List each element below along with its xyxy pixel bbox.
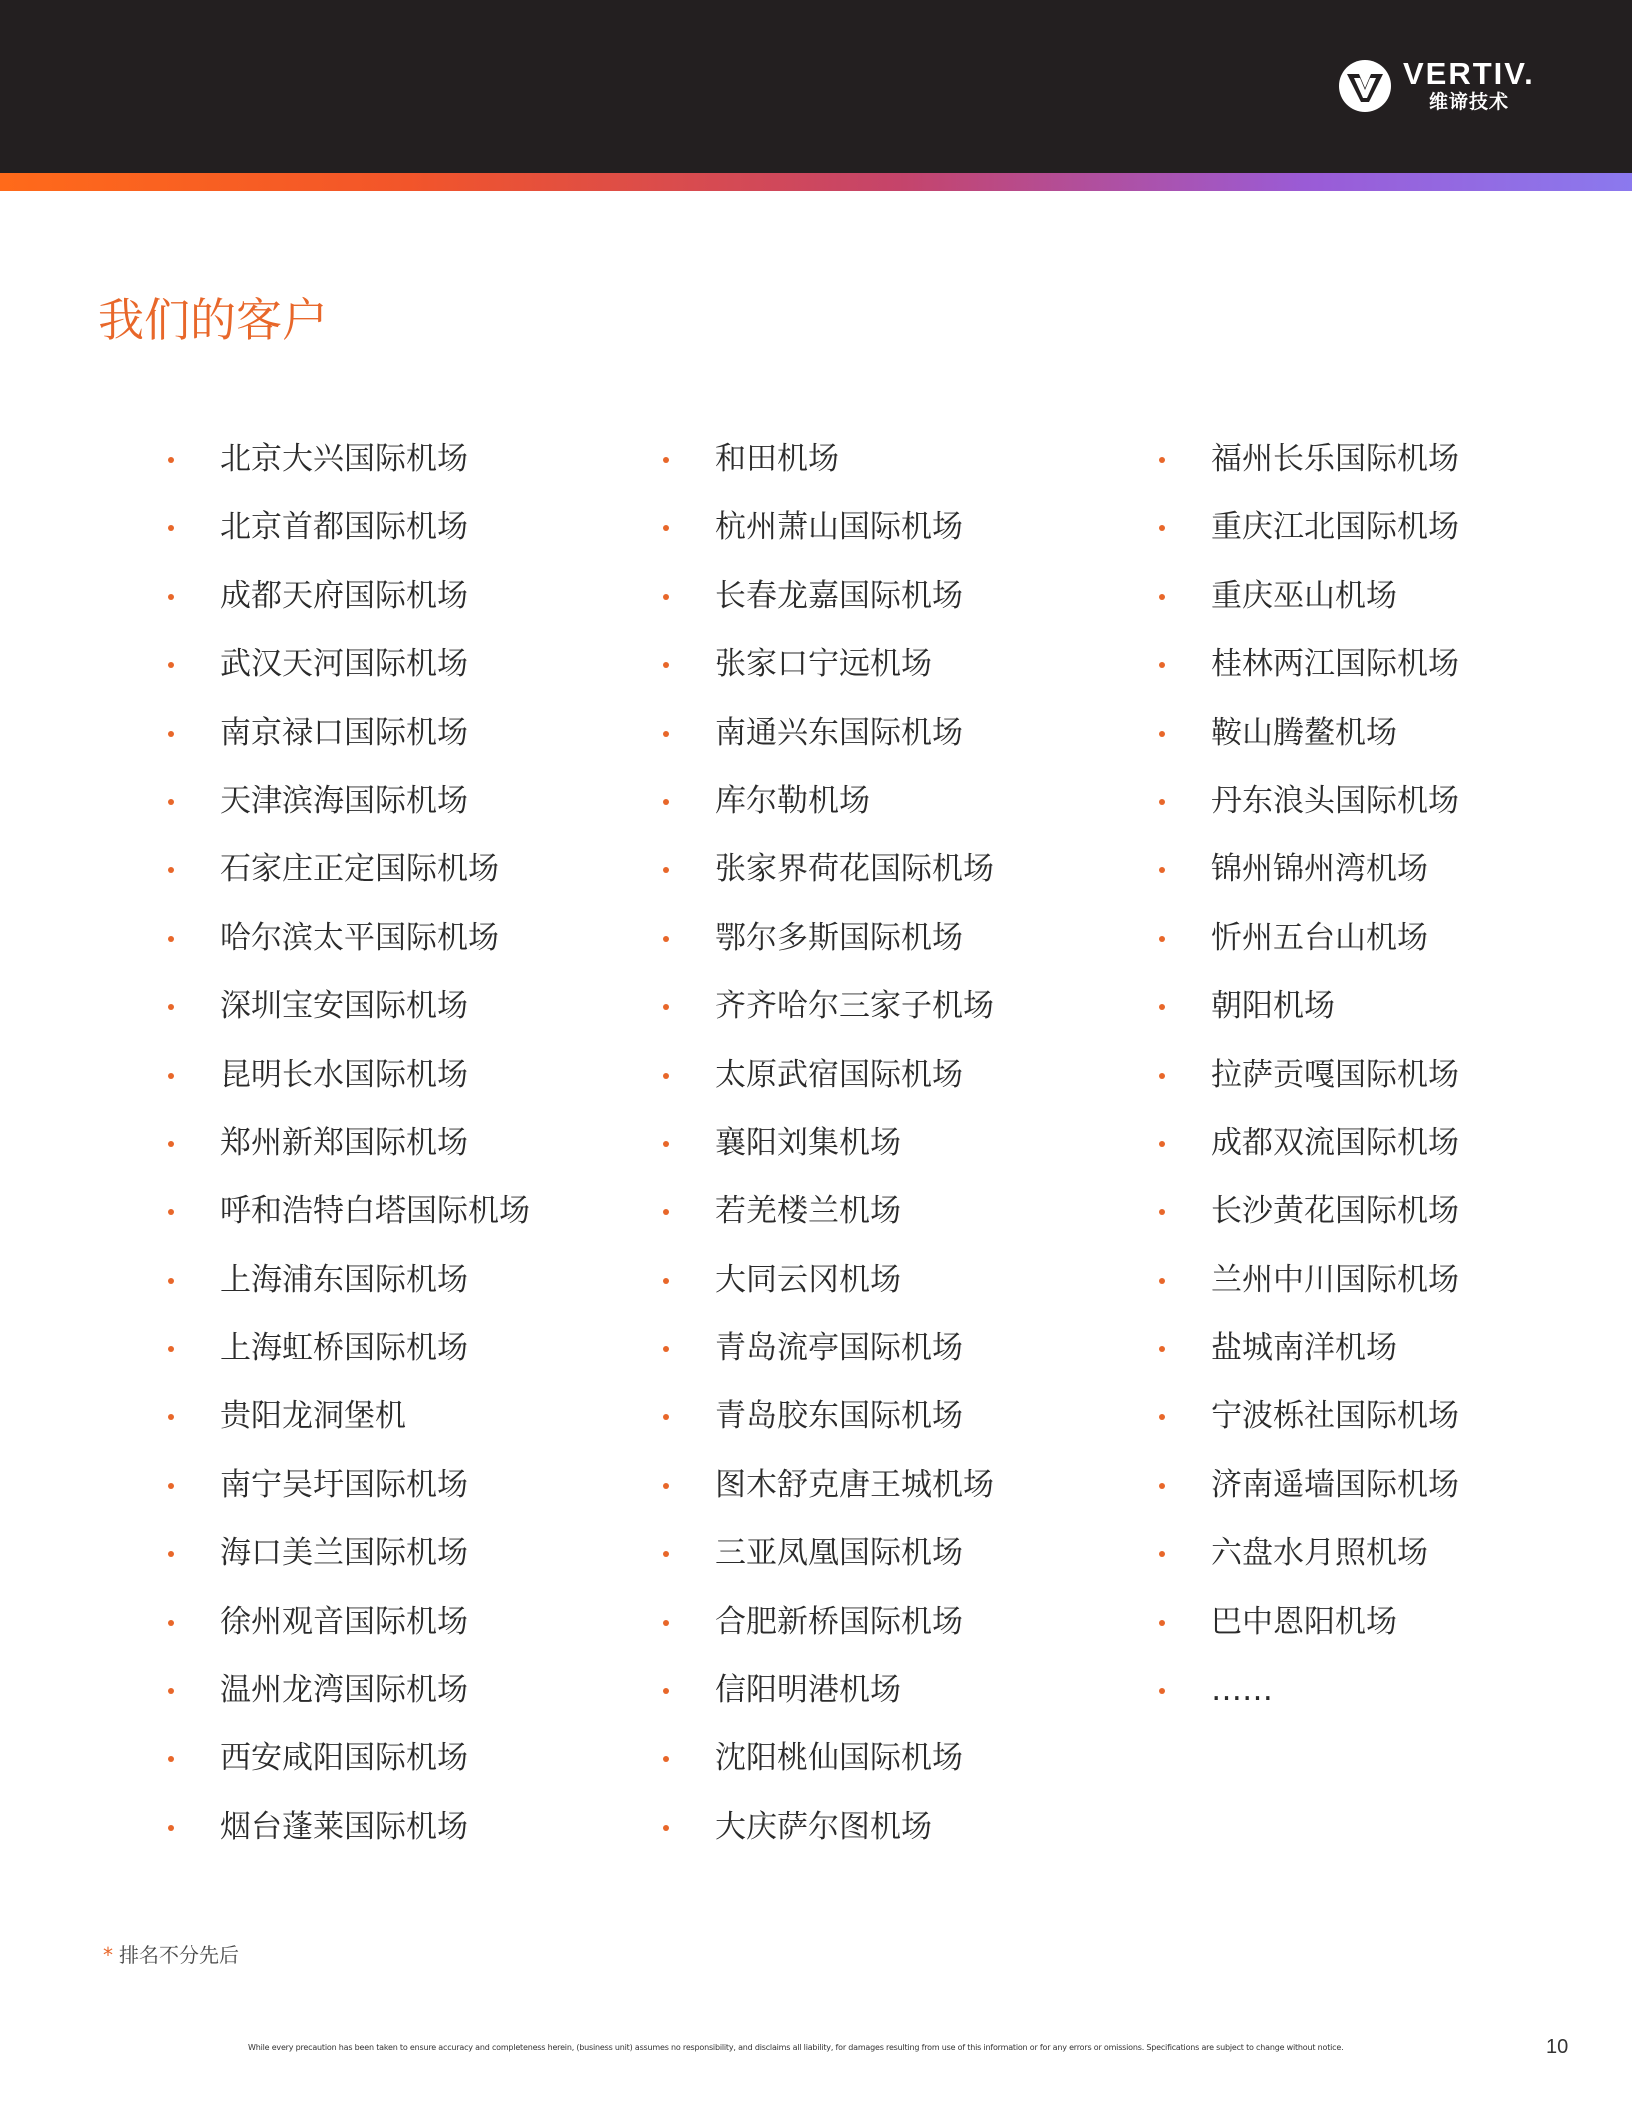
bullet-icon	[168, 1620, 174, 1626]
bullet-icon	[168, 662, 174, 668]
airport-name: 桂林两江国际机场	[1211, 646, 1459, 683]
bullet-icon	[663, 1209, 669, 1215]
bullet-icon	[1159, 799, 1165, 805]
airport-name: 长沙黄花国际机场	[1211, 1193, 1459, 1230]
airport-name: 张家界荷花国际机场	[715, 851, 994, 888]
list-item	[1159, 501, 1459, 569]
page-title: 我们的客户	[98, 293, 328, 347]
bullet-icon	[168, 867, 174, 873]
list-item	[663, 1664, 994, 1732]
airport-name: 济南遥墙国际机场	[1211, 1466, 1459, 1503]
airport-name: 太原武宿国际机场	[715, 1056, 963, 1093]
bullet-icon	[168, 1483, 174, 1489]
bullet-icon	[168, 1209, 174, 1215]
list-item	[663, 1596, 994, 1664]
airport-name: 鄂尔多斯国际机场	[715, 919, 963, 956]
airport-name: 石家庄正定国际机场	[220, 851, 499, 888]
bullet-icon	[663, 1278, 669, 1284]
list-item	[663, 1117, 994, 1185]
airport-name: 三亚凤凰国际机场	[715, 1535, 963, 1572]
airport-name: 上海虹桥国际机场	[220, 1330, 468, 1367]
list-item	[168, 1732, 530, 1800]
list-item	[1159, 433, 1459, 501]
list-item	[663, 707, 994, 775]
list-item	[168, 433, 530, 501]
bullet-icon	[168, 1414, 174, 1420]
airport-name: 南通兴东国际机场	[715, 714, 963, 751]
airport-name: 成都双流国际机场	[1211, 1124, 1459, 1161]
bullet-icon	[663, 867, 669, 873]
list-item	[168, 707, 530, 775]
list-item	[168, 1254, 530, 1322]
airport-name: 大庆萨尔图机场	[715, 1808, 932, 1845]
bullet-icon	[168, 1141, 174, 1147]
bullet-icon	[663, 1483, 669, 1489]
bullet-icon	[1159, 867, 1165, 873]
bullet-icon	[1159, 1346, 1165, 1352]
list-item	[1159, 707, 1459, 775]
vertiv-logo	[1337, 56, 1557, 120]
list-item	[168, 775, 530, 843]
list-item	[1159, 1049, 1459, 1117]
bullet-icon	[168, 1756, 174, 1762]
list-item	[168, 1527, 530, 1595]
airport-name: 天津滨海国际机场	[220, 782, 468, 819]
bullet-icon	[168, 936, 174, 942]
airport-name: 大同云冈机场	[715, 1261, 901, 1298]
airport-name: 沈阳桃仙国际机场	[715, 1740, 963, 1777]
logo-subtitle: 维谛技术	[1429, 91, 1510, 113]
bullet-icon	[1159, 1688, 1165, 1694]
bullet-icon	[663, 457, 669, 463]
bullet-icon	[168, 1346, 174, 1352]
list-item	[1159, 843, 1459, 911]
bullet-icon	[168, 525, 174, 531]
bullet-icon	[663, 1004, 669, 1010]
list-item	[168, 1049, 530, 1117]
bullet-icon	[663, 1825, 669, 1831]
list-item	[663, 638, 994, 706]
footnote-asterisk: *	[103, 1943, 113, 1967]
airport-name: 徐州观音国际机场	[220, 1603, 468, 1640]
list-item	[1159, 912, 1459, 980]
list-item	[663, 1527, 994, 1595]
bullet-icon	[168, 1278, 174, 1284]
list-item	[663, 1459, 994, 1527]
customer-list-column-3	[1159, 433, 1459, 1732]
list-item	[663, 570, 994, 638]
bullet-icon	[1159, 525, 1165, 531]
bullet-icon	[1159, 1414, 1165, 1420]
footnote-text: 排名不分先后	[119, 1943, 239, 1967]
airport-name: 福州长乐国际机场	[1211, 441, 1459, 477]
bullet-icon	[1159, 662, 1165, 668]
list-item	[1159, 1596, 1459, 1664]
airport-name: 呼和浩特白塔国际机场	[220, 1193, 530, 1230]
logo-wordmark: VERTIV.	[1403, 56, 1535, 91]
page-number: 10	[1546, 2036, 1569, 2058]
bullet-icon	[1159, 1004, 1165, 1010]
airport-name: 烟台蓬莱国际机场	[220, 1808, 468, 1845]
airport-name: 盐城南洋机场	[1211, 1330, 1397, 1367]
list-item	[1159, 1390, 1459, 1458]
bullet-icon	[663, 1414, 669, 1420]
airport-name: 南京禄口国际机场	[220, 714, 468, 751]
list-item	[168, 1596, 530, 1664]
list-item	[168, 1459, 530, 1527]
airport-name: 兰州中川国际机场	[1211, 1261, 1459, 1298]
bullet-icon	[168, 457, 174, 463]
list-item	[663, 1801, 994, 1869]
airport-name: 海口美兰国际机场	[220, 1535, 468, 1572]
bullet-icon	[663, 1141, 669, 1147]
airport-name: 宁波栎社国际机场	[1211, 1398, 1459, 1435]
airport-name: 拉萨贡嘎国际机场	[1211, 1056, 1459, 1093]
bullet-icon	[168, 1073, 174, 1079]
list-item	[663, 912, 994, 980]
airport-name: 忻州五台山机场	[1211, 919, 1428, 956]
airport-name: 合肥新桥国际机场	[715, 1603, 963, 1640]
airport-name: 和田机场	[715, 441, 839, 477]
list-item	[168, 501, 530, 569]
bullet-icon	[1159, 936, 1165, 942]
bullet-icon	[168, 1688, 174, 1694]
list-item	[663, 775, 994, 843]
bullet-icon	[1159, 594, 1165, 600]
airport-name: 哈尔滨太平国际机场	[220, 919, 499, 956]
legal-disclaimer: While every precaution has been taken to ensure accuracy and completeness herein, (business unit) assumes no responsibility, and disclaims all liability, for damages resulting from use of this information or for any errors or omissions. Specifications are subject to change without notice.	[248, 2043, 1344, 2052]
list-item	[663, 980, 994, 1048]
bullet-icon	[1159, 1483, 1165, 1489]
list-item	[663, 1322, 994, 1390]
list-item	[1159, 1459, 1459, 1527]
bullet-icon	[663, 1551, 669, 1557]
bullet-icon	[1159, 1073, 1165, 1079]
bullet-icon	[663, 662, 669, 668]
airport-name: 库尔勒机场	[715, 782, 870, 819]
airport-name: 西安咸阳国际机场	[220, 1740, 468, 1777]
airport-name: 张家口宁远机场	[715, 646, 932, 683]
bullet-icon	[168, 594, 174, 600]
airport-name: 图木舒克唐王城机场	[715, 1466, 994, 1503]
list-item	[1159, 1185, 1459, 1253]
list-item	[168, 1390, 530, 1458]
accent-gradient-strip	[0, 173, 1632, 191]
airport-name: 鞍山腾鳌机场	[1211, 714, 1397, 751]
customer-list-column-2	[663, 433, 994, 1869]
list-item	[168, 1801, 530, 1869]
list-item	[168, 1322, 530, 1390]
footnote	[103, 1941, 239, 1969]
airport-name: 信阳明港机场	[715, 1672, 901, 1709]
airport-name: 昆明长水国际机场	[220, 1056, 468, 1093]
bullet-icon	[663, 936, 669, 942]
ellipsis-item: ……	[1211, 1672, 1273, 1709]
airport-name: 六盘水月照机场	[1211, 1535, 1428, 1572]
bullet-icon	[1159, 731, 1165, 737]
airport-name: 丹东浪头国际机场	[1211, 782, 1459, 819]
airport-name: 北京大兴国际机场	[220, 441, 468, 477]
list-item	[1159, 1254, 1459, 1322]
bullet-icon	[663, 1346, 669, 1352]
list-item	[1159, 638, 1459, 706]
airport-name: 青岛流亭国际机场	[715, 1330, 963, 1367]
bullet-icon	[663, 1688, 669, 1694]
list-item	[168, 980, 530, 1048]
airport-name: 襄阳刘集机场	[715, 1124, 901, 1161]
airport-name: 贵阳龙洞堡机	[220, 1398, 406, 1435]
airport-name: 青岛胶东国际机场	[715, 1398, 963, 1435]
list-item	[663, 1185, 994, 1253]
bullet-icon	[168, 799, 174, 805]
airport-name: 杭州萧山国际机场	[715, 509, 963, 546]
list-item	[1159, 775, 1459, 843]
list-item	[663, 1390, 994, 1458]
list-item	[663, 1732, 994, 1800]
list-item	[663, 1254, 994, 1322]
list-item	[663, 433, 994, 501]
airport-name: 深圳宝安国际机场	[220, 988, 468, 1025]
vertiv-logo-icon	[1337, 58, 1393, 114]
bullet-icon	[1159, 1141, 1165, 1147]
bullet-icon	[1159, 1551, 1165, 1557]
list-item	[1159, 1322, 1459, 1390]
list-item	[168, 638, 530, 706]
list-item	[1159, 1117, 1459, 1185]
list-item	[1159, 1527, 1459, 1595]
bullet-icon	[168, 1004, 174, 1010]
bullet-icon	[1159, 457, 1165, 463]
airport-name: 武汉天河国际机场	[220, 646, 468, 683]
bullet-icon	[1159, 1620, 1165, 1626]
airport-name: 北京首都国际机场	[220, 509, 468, 546]
airport-name: 上海浦东国际机场	[220, 1261, 468, 1298]
list-item	[663, 843, 994, 911]
airport-name: 重庆巫山机场	[1211, 577, 1397, 614]
bullet-icon	[663, 594, 669, 600]
bullet-icon	[1159, 1209, 1165, 1215]
bullet-icon	[663, 1073, 669, 1079]
airport-name: 成都天府国际机场	[220, 577, 468, 614]
airport-name: 锦州锦州湾机场	[1211, 851, 1428, 888]
list-item	[168, 570, 530, 638]
customer-list-column-1	[168, 433, 530, 1869]
list-item	[1159, 980, 1459, 1048]
airport-name: 齐齐哈尔三家子机场	[715, 988, 994, 1025]
bullet-icon	[663, 731, 669, 737]
airport-name: 南宁吴圩国际机场	[220, 1466, 468, 1503]
airport-name: 重庆江北国际机场	[1211, 509, 1459, 546]
airport-name: 长春龙嘉国际机场	[715, 577, 963, 614]
airport-name: 朝阳机场	[1211, 988, 1335, 1025]
airport-name: 温州龙湾国际机场	[220, 1672, 468, 1709]
list-item	[1159, 570, 1459, 638]
bullet-icon	[663, 1620, 669, 1626]
airport-name: 若羌楼兰机场	[715, 1193, 901, 1230]
bullet-icon	[168, 1825, 174, 1831]
list-item	[168, 843, 530, 911]
list-item	[168, 1117, 530, 1185]
bullet-icon	[663, 799, 669, 805]
bullet-icon	[663, 1756, 669, 1762]
list-item	[168, 1185, 530, 1253]
bullet-icon	[168, 731, 174, 737]
bullet-icon	[1159, 1278, 1165, 1284]
list-item	[168, 912, 530, 980]
list-item	[663, 1049, 994, 1117]
airport-name: 郑州新郑国际机场	[220, 1124, 468, 1161]
bullet-icon	[168, 1551, 174, 1557]
bullet-icon	[663, 525, 669, 531]
airport-name: 巴中恩阳机场	[1211, 1603, 1397, 1640]
header-bar	[0, 0, 1632, 173]
list-item	[663, 501, 994, 569]
list-item	[168, 1664, 530, 1732]
list-item	[1159, 1664, 1459, 1732]
